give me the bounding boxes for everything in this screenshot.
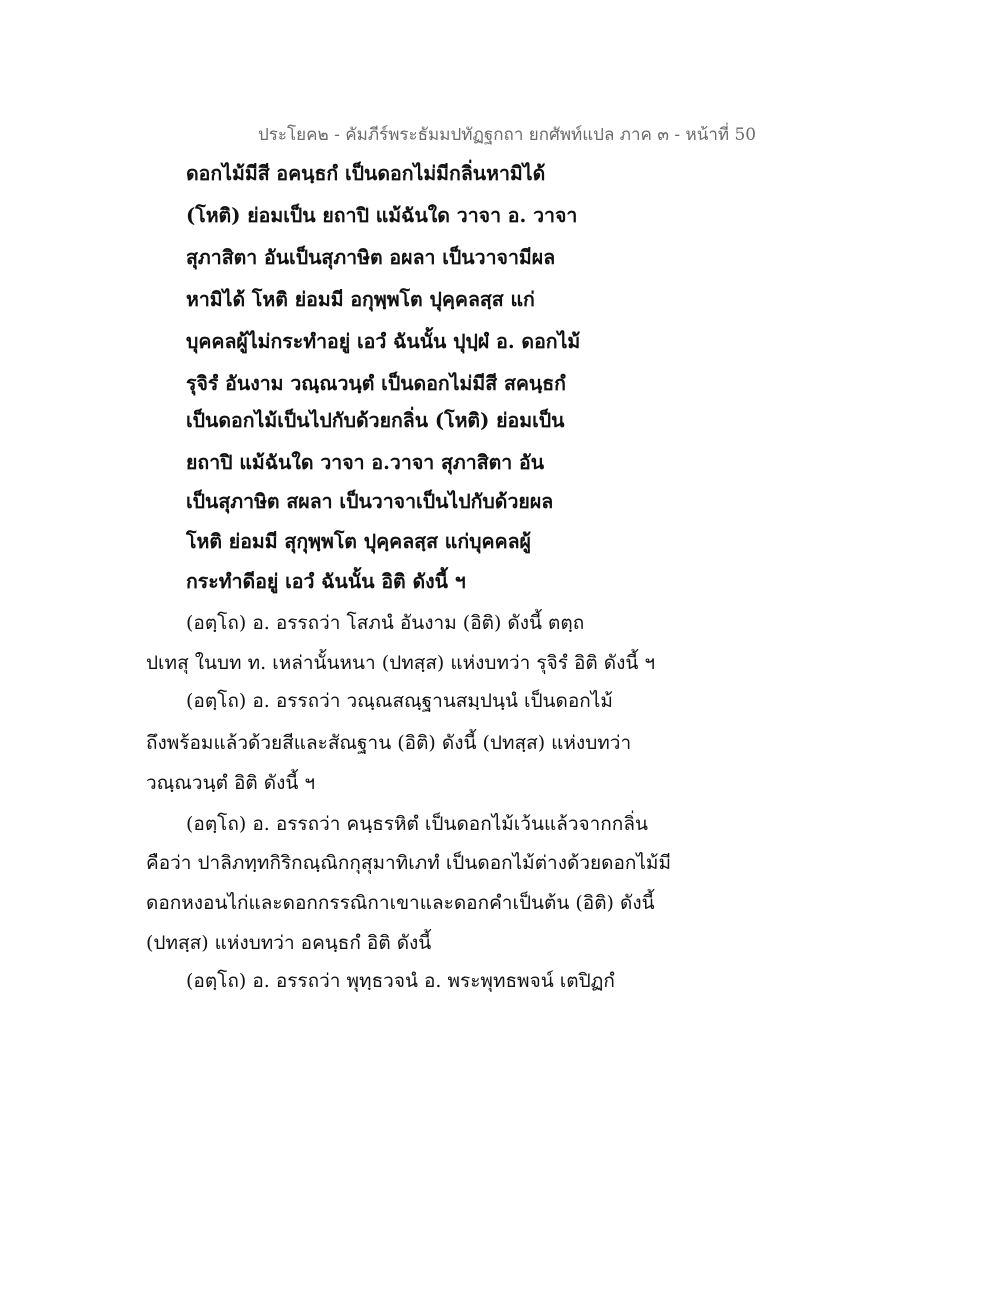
commentary-line: (อตฺโถ) อ. อรรถว่า วณฺณสณฺฐานสมฺปนฺนํ เป็นดอกไม้ <box>186 690 613 712</box>
verse-line: ดอกไม้มีสี อคนฺธกํ เป็นดอกไม่มีกลิ่นหามิได้ <box>186 162 546 185</box>
verse-line: (โหติ) ย่อมเป็น ยถาปิ แม้ฉันใด วาจา อ. วาจา <box>186 204 578 227</box>
verse-line: กระทำดีอยู่ เอวํ ฉันนั้น อิติ ดังนี้ ฯ <box>186 570 466 593</box>
verse-line: สุภาสิตา อันเป็นสุภาษิต อผลา เป็นวาจามีผล <box>186 246 556 269</box>
commentary-line: ปเทสุ ในบท ท. เหล่านั้นหนา (ปทสฺส) แห่งบทว่า รุจิรํ อิติ ดังนี้ ฯ <box>146 652 656 674</box>
commentary-line: (อตฺโถ) อ. อรรถว่า คนฺธรหิตํ เป็นดอกไม้เว้นแล้วจากกลิ่น <box>186 813 648 835</box>
verse-line: เป็นสุภาษิต สผลา เป็นวาจาเป็นไปกับด้วยผล <box>186 490 554 513</box>
commentary-line: (ปทสฺส) แห่งบทว่า อคนฺธกํ อิติ ดังนี้ <box>146 932 432 954</box>
verse-line: บุคคลผู้ไม่กระทำอยู่ เอวํ ฉันนั้น ปุปฺผํ อ. ดอกไม้ <box>186 330 581 353</box>
verse-line: หามิได้ โหติ ย่อมมี อกุพฺพโต ปุคฺคลสฺส แก่ <box>186 288 535 311</box>
commentary-line: ดอกหงอนไก่และดอกกรรณิกาเขาและดอกคำเป็นต้น (อิติ) ดังนี้ <box>146 892 655 914</box>
running-header: ประโยค๒ - คัมภีร์พระธัมมปทัฏฐกถา ยกศัพท์แปล ภาค ๓ - หน้าที่ 50 <box>258 125 757 145</box>
commentary-line: (อตฺโถ) อ. อรรถว่า โสภนํ อันงาม (อิติ) ดังนี้ ตตฺถ <box>186 612 585 634</box>
verse-line: ยถาปิ แม้ฉันใด วาจา อ.วาจา สุภาสิตา อัน <box>186 451 545 474</box>
verse-line: เป็นดอกไม้เป็นไปกับด้วยกลิ่น (โหติ) ย่อมเป็น <box>186 409 565 432</box>
commentary-line: (อตฺโถ) อ. อรรถว่า พุทฺธวจนํ อ. พระพุทธพจน์ เตปิฏกํ <box>186 970 615 992</box>
commentary-line: คือว่า ปาลิภทฺทกิริกณฺณิกกุสุมาทิเภทํ เป็นดอกไม้ต่างด้วยดอกไม้มี <box>146 852 671 874</box>
verse-line: โหติ ย่อมมี สุกุพฺพโต ปุคฺคลสฺส แก่บุคคลผู้ <box>186 530 531 553</box>
commentary-line: วณฺณวนฺตํ อิติ ดังนี้ ฯ <box>146 772 316 794</box>
verse-line: รุจิรํ อันงาม วณฺณวนฺตํ เป็นดอกไม่มีสี สคนฺธกํ <box>186 372 566 395</box>
commentary-line: ถึงพร้อมแล้วด้วยสีและสัณฐาน (อิติ) ดังนี้ (ปทสฺส) แห่งบทว่า <box>146 732 632 754</box>
